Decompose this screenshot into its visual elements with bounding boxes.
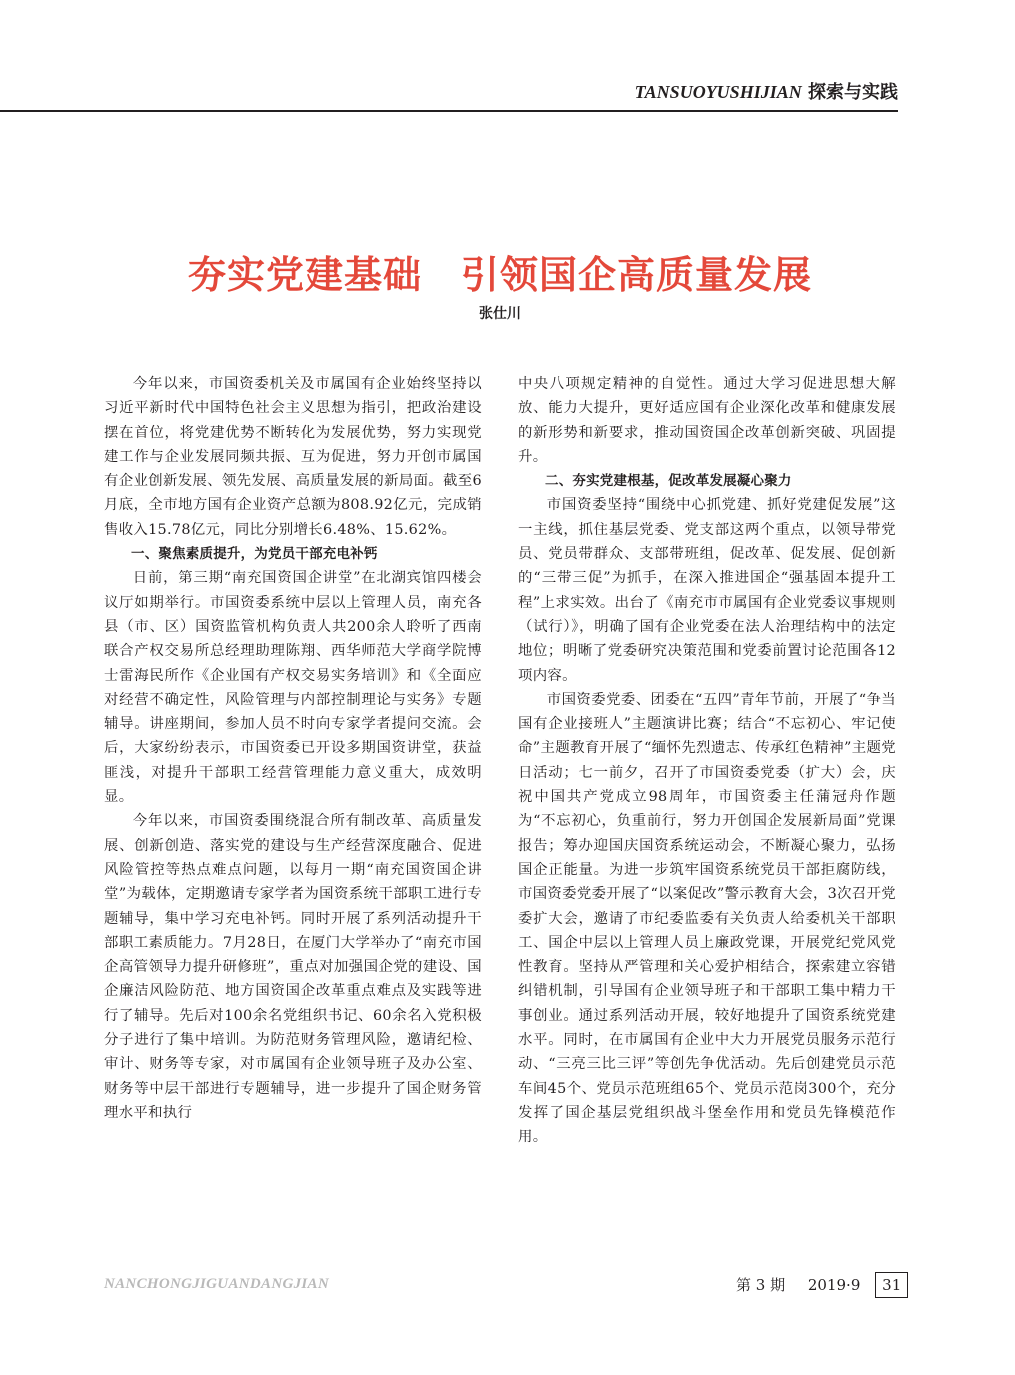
page-number: 31 [875, 1272, 908, 1298]
header-section: 探索与实践 [808, 82, 898, 103]
article-author: 张仕川 [479, 306, 521, 322]
running-header [0, 78, 898, 110]
left-column [104, 372, 482, 1125]
body-paragraph: 日前，第三期“南充国资国企讲堂”在北湖宾馆四楼会议厅如期举行。市国资委系统中层以上管理人员，南充各县（市、区）国资监管机构负责人共200余人聆听了西南联合产权交易所总经理助理陈翔、西华师范大学商学院博士雷海民所作《企业国有产权交易实务培训》和《全面应对经营不确定性，风险管理与内部控制理论与实务》专题辅导。讲座期间，参加人员不时向专家学者提问交流。会后，大家纷纷表示，市国资委已开设多期国资讲堂，获益匪浅，对提升干部职工经营管理能力意义重大，成效明显。 [104, 570, 482, 806]
footer-journal-name: NANCHONGJIGUANDANGJIAN [104, 1276, 329, 1292]
section-heading: 二、夯实党建根基，促改革发展凝心聚力 [545, 473, 792, 490]
header-title [635, 78, 898, 104]
body-paragraph: 市国资委坚持“围绕中心抓党建、抓好党建促发展”这一主线，抓住基层党委、党支部这两个重点，以领导带党员、党员带群众、支部带班组，促改革、促发展、促创新的“三带三促”为抓手，在深入推进国企“强基固本提升工程”上求实效。出台了《南充市市属国有企业党委议事规则（试行）》，明确了国有企业党委在法人治理结构中的法定地位；明晰了党委研究决策范围和党委前置讨论范围各12项内容。 [518, 497, 896, 684]
section-heading: 一、聚焦素质提升，为党员干部充电补钙 [131, 546, 378, 563]
footer-issue-info [736, 1272, 908, 1298]
body-paragraph: 中央八项规定精神的自觉性。通过大学习促进思想大解放、能力大提升，更好适应国有企业深化改革和健康发展的新形势和新要求，推动国资国企改革创新突破、巩固提升。 [518, 376, 896, 465]
header-rule [0, 110, 898, 112]
header-journal-latin: TANSUOYUSHIJIAN [634, 82, 802, 102]
article-title: 夯实党建基础 引领国企高质量发展 [187, 252, 812, 297]
footer-date: 2019·9 [807, 1276, 861, 1294]
body-paragraph: 市国资委党委、团委在“五四”青年节前，开展了“争当国有企业接班人”主题演讲比赛；结合“不忘初心、牢记使命”主题教育开展了“缅怀先烈遗志、传承红色精神”主题党日活动；七一前夕，召开了市国资委党委（扩大）会，庆祝中国共产党成立98周年，市国资委主任蒲冠舟作题为“不忘初心，负重前行，努力开创国企发展新局面”党课报告；筹办迎国庆国资系统运动会，不断凝心聚力，弘扬国企正能量。为进一步筑牢国资系统党员干部拒腐防线，市国资委党委开展了“以案促改”警示教育大会，3次召开党委扩大会，邀请了市纪委监委有关负责人给委机关干部职工、国企中层以上管理人员上廉政党课，开展党纪党风党性教育。坚持从严管理和关心爱护相结合，探索建立容错纠错机制，引导国有企业领导班子和干部职工集中精力干事创业。通过系列活动开展，较好地提升了国资系统党建水平。同时，在市属国有企业中大力开展党员服务示范行动、“三亮三比三评”等创先争优活动。先后创建党员示范车间45个、党员示范班组65个、党员示范岗300个，充分发挥了国企基层党组织战斗堡垒作用和党员先锋模范作用。 [518, 691, 896, 1146]
footer-issue: 第 3 期 [736, 1276, 786, 1294]
body-paragraph: 今年以来，市国资委围绕混合所有制改革、高质量发展、创新创造、落实党的建设与生产经营深度融合、促进风险管控等热点难点问题，以每月一期“南充国资国企讲堂”为载体，定期邀请专家学者为国资系统干部职工进行专题辅导，集中学习充电补钙。同时开展了系列活动提升干部职工素质能力。7月28日，在厦门大学举办了“南充市国企高管领导力提升研修班”，重点对加强国企党的建设、国企廉洁风险防范、地方国资国企改革重点难点及实践等进行了辅导。先后对100余名党组织书记、60余名入党积极分子进行了集中培训。为防范财务管理风险，邀请纪检、审计、财务等专家，对市属国有企业领导班子及办公室、财务等中层干部进行专题辅导，进一步提升了国企财务管理水平和执行 [104, 813, 482, 1121]
body-paragraph: 今年以来，市国资委机关及市属国有企业始终坚持以习近平新时代中国特色社会主义思想为指引，把政治建设摆在首位，将党建优势不断转化为发展优势，努力实现党建工作与企业发展同频共振、互为促进，努力开创市属国有企业创新发展、领先发展、高质量发展的新局面。截至6月底，全市地方国有企业资产总额为808.92亿元，完成销售收入15.78亿元，同比分别增长6.48%、15.62%。 [104, 376, 482, 538]
right-column [518, 372, 896, 1150]
